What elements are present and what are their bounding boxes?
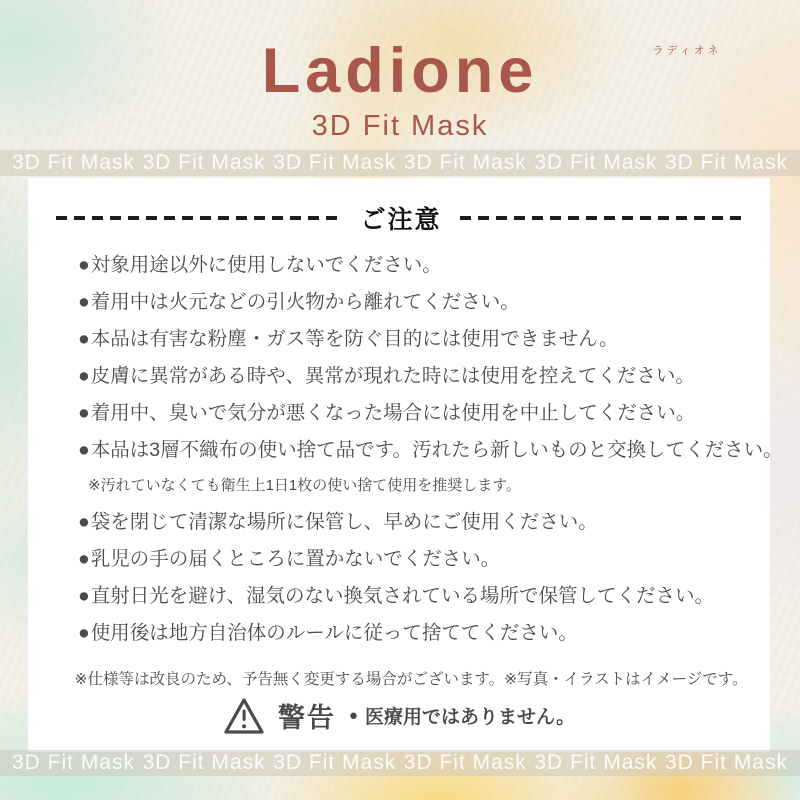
notice-item bbox=[78, 329, 762, 350]
watermark-text: 3D Fit Mask bbox=[403, 751, 527, 774]
watermark-text: 3D Fit Mask bbox=[142, 751, 266, 774]
watermark-text: 3D Fit Mask bbox=[664, 151, 788, 174]
watermark-text: 3D Fit Mask bbox=[273, 751, 397, 774]
bullet-icon: ● bbox=[78, 548, 90, 570]
notice-item bbox=[78, 549, 762, 570]
notice-item bbox=[78, 512, 762, 533]
bullet-icon: ● bbox=[78, 585, 90, 607]
disposal-note: ※汚れていなくても衛生上1日1枚の使い捨て使用を推奨します。 bbox=[88, 477, 522, 494]
notice-list bbox=[78, 254, 783, 660]
bullet-icon: ● bbox=[348, 707, 358, 724]
watermark-text: 3D Fit Mask bbox=[273, 151, 397, 174]
brand-subtitle: 3D Fit Mask bbox=[311, 110, 489, 142]
warning-label: 警告 bbox=[277, 703, 336, 733]
watermark-band-top bbox=[0, 150, 800, 176]
watermark-text: 3D Fit Mask bbox=[12, 751, 136, 774]
watermark-text: 3D Fit Mask bbox=[403, 151, 527, 174]
notice-item-text: 着用中、臭いで気分が悪くなった場合には使用を中止してください。 bbox=[90, 402, 696, 424]
watermark-band-bottom bbox=[0, 750, 800, 776]
dashed-line-left bbox=[56, 216, 343, 220]
watermark-text: 3D Fit Mask bbox=[664, 751, 788, 774]
watermark-text: 3D Fit Mask bbox=[534, 751, 658, 774]
warning-note bbox=[349, 702, 575, 729]
bullet-icon: ● bbox=[78, 402, 90, 424]
brand-name: Ladione bbox=[261, 36, 539, 106]
notice-item-text: 袋を閉じて清潔な場所に保管し、早めにご使用ください。 bbox=[90, 511, 598, 533]
notice-item-text: 使用後は地方自治体のルールに従って捨ててください。 bbox=[90, 622, 578, 644]
notice-item bbox=[78, 255, 762, 276]
bullet-icon: ● bbox=[78, 622, 90, 644]
watermark-text: 3D Fit Mask bbox=[534, 151, 658, 174]
notice-item-text: 着用中は火元などの引火物から離れてください。 bbox=[90, 291, 520, 313]
notice-item bbox=[78, 403, 762, 424]
dashed-line-right bbox=[460, 216, 747, 220]
notice-title: ご注意 bbox=[360, 206, 442, 234]
warning-row bbox=[28, 696, 770, 735]
notice-item bbox=[78, 292, 762, 313]
notice-item bbox=[78, 366, 762, 387]
bullet-icon: ● bbox=[78, 254, 90, 276]
notice-item-text: 直射日光を避け、湿気のない換気されている場所で保管してください。 bbox=[90, 585, 715, 607]
warning-triangle-icon bbox=[223, 697, 265, 735]
notice-item bbox=[78, 439, 783, 461]
watermark-text: 3D Fit Mask bbox=[142, 151, 266, 174]
spec-footnote: ※仕様等は改良のため、予告無く変更する場合がございます。※写真・イラストはイメージです。 bbox=[74, 671, 748, 688]
notice-item bbox=[78, 623, 762, 644]
notice-card bbox=[28, 178, 783, 752]
warning-note-text: 医療用ではありません。 bbox=[364, 707, 576, 728]
notice-item-text: 対象用途以外に使用しないでください。 bbox=[90, 254, 442, 276]
brand-ruby: ラディオネ bbox=[652, 45, 722, 57]
notice-item-text: 皮膚に異常がある時や、異常が現れた時には使用を控えてください。 bbox=[90, 365, 695, 387]
bullet-icon: ● bbox=[78, 511, 90, 533]
notice-item-text: 本品は有害な粉塵・ガス等を防ぐ目的には使用できません。 bbox=[90, 328, 619, 350]
bullet-icon: ● bbox=[78, 328, 90, 350]
bullet-icon: ● bbox=[78, 291, 90, 313]
notice-item-text: 乳児の手の届くところに置かないでください。 bbox=[90, 548, 501, 570]
notice-item bbox=[78, 586, 762, 607]
bullet-icon: ● bbox=[78, 439, 90, 461]
watermark-text: 3D Fit Mask bbox=[12, 151, 136, 174]
notice-title-row bbox=[56, 200, 746, 236]
brand-logo bbox=[0, 36, 800, 143]
bullet-icon: ● bbox=[78, 365, 90, 387]
notice-item-text: 本品は3層不織布の使い捨て品です。汚れたら新しいものと交換してください。 bbox=[90, 439, 783, 461]
